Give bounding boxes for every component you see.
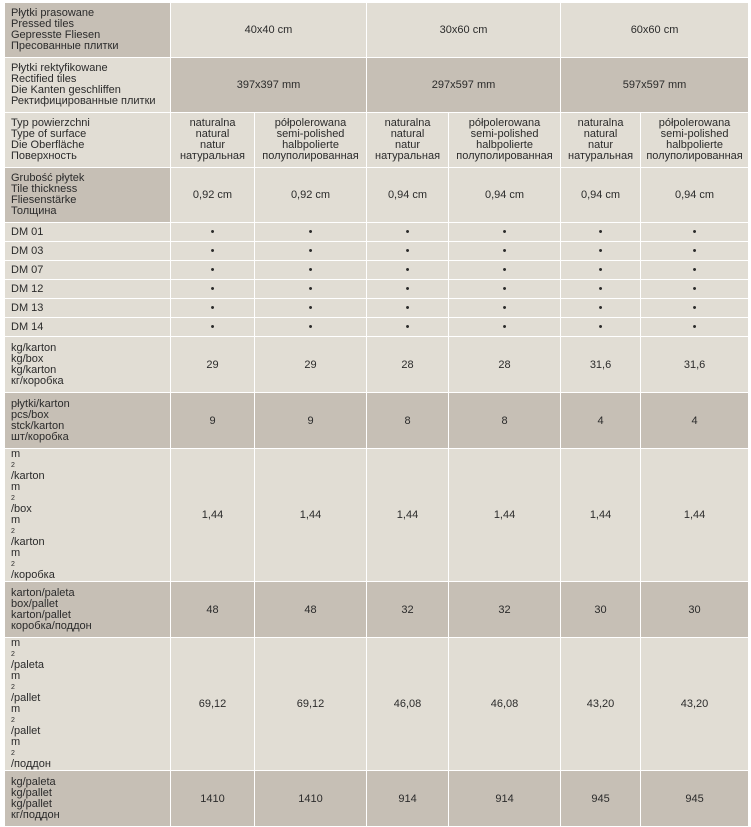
size-397x397: 397x397 mm bbox=[171, 58, 367, 113]
pcs-per-box-value: 8 bbox=[449, 393, 561, 449]
kg-per-box-value: 29 bbox=[255, 337, 367, 393]
box-per-pallet-value: 30 bbox=[641, 582, 749, 638]
availability-dot: • bbox=[641, 223, 749, 242]
availability-dot: • bbox=[171, 280, 255, 299]
availability-dot: • bbox=[449, 223, 561, 242]
pcs-per-box-value: 4 bbox=[641, 393, 749, 449]
kg-per-box-value: 29 bbox=[171, 337, 255, 393]
color-code: DM 07 bbox=[5, 261, 171, 280]
kg-per-pallet-value: 1410 bbox=[171, 771, 255, 827]
pressed-tiles-label: Płytki prasowane Pressed tiles Gepresste Fliesen Пресованные плитки bbox=[5, 3, 171, 58]
size-30x60: 30x60 cm bbox=[367, 3, 561, 58]
surface-natural: naturalna natural natur натуральная bbox=[171, 113, 255, 168]
kg-per-box-row bbox=[5, 337, 749, 393]
availability-dot: • bbox=[449, 299, 561, 318]
m2-per-pallet-label: m 2 /paleta m 2 /pallet m 2 /pallet m 2 /поддон bbox=[5, 638, 171, 771]
availability-dot: • bbox=[367, 242, 449, 261]
m2-per-box-value: 1,44 bbox=[449, 449, 561, 582]
m2-per-pallet-value: 69,12 bbox=[255, 638, 367, 771]
availability-dot: • bbox=[171, 261, 255, 280]
availability-dot: • bbox=[367, 280, 449, 299]
pcs-per-box-value: 9 bbox=[171, 393, 255, 449]
availability-dot: • bbox=[171, 223, 255, 242]
kg-per-pallet-label: kg/paleta kg/pallet kg/pallet кг/поддон bbox=[5, 771, 171, 827]
color-code: DM 13 bbox=[5, 299, 171, 318]
color-code: DM 12 bbox=[5, 280, 171, 299]
surface-semi-polished: półpolerowana semi-polished halbpolierte полуполированная bbox=[641, 113, 749, 168]
kg-per-box-value: 28 bbox=[367, 337, 449, 393]
availability-dot: • bbox=[367, 299, 449, 318]
pcs-per-box-value: 8 bbox=[367, 393, 449, 449]
color-code: DM 03 bbox=[5, 242, 171, 261]
surface-type-row bbox=[5, 113, 749, 168]
surface-semi-polished: półpolerowana semi-polished halbpolierte полуполированная bbox=[449, 113, 561, 168]
m2-per-pallet-value: 69,12 bbox=[171, 638, 255, 771]
availability-dot: • bbox=[561, 318, 641, 337]
availability-dot: • bbox=[255, 242, 367, 261]
pressed-tiles-row bbox=[5, 3, 749, 58]
thickness-value: 0,92 cm bbox=[171, 168, 255, 223]
pcs-per-box-row bbox=[5, 393, 749, 449]
availability-dot: • bbox=[255, 280, 367, 299]
thickness-label: Grubość płytek Tile thickness Fliesenstärke Толщина bbox=[5, 168, 171, 223]
availability-dot: • bbox=[641, 318, 749, 337]
availability-dot: • bbox=[367, 261, 449, 280]
thickness-value: 0,94 cm bbox=[641, 168, 749, 223]
box-per-pallet-value: 32 bbox=[449, 582, 561, 638]
m2-per-pallet-value: 46,08 bbox=[449, 638, 561, 771]
color-row bbox=[5, 299, 749, 318]
box-per-pallet-label: karton/paleta box/pallet karton/pallet коробка/поддон bbox=[5, 582, 171, 638]
kg-per-pallet-value: 914 bbox=[367, 771, 449, 827]
availability-dot: • bbox=[561, 299, 641, 318]
m2-per-pallet-value: 46,08 bbox=[367, 638, 449, 771]
surface-natural: naturalna natural natur натуральная bbox=[367, 113, 449, 168]
m2-per-box-value: 1,44 bbox=[171, 449, 255, 582]
availability-dot: • bbox=[255, 223, 367, 242]
availability-dot: • bbox=[561, 261, 641, 280]
m2-per-box-value: 1,44 bbox=[561, 449, 641, 582]
m2-per-box-value: 1,44 bbox=[255, 449, 367, 582]
pcs-per-box-value: 4 bbox=[561, 393, 641, 449]
rectified-tiles-row bbox=[5, 58, 749, 113]
availability-dot: • bbox=[449, 261, 561, 280]
color-row bbox=[5, 242, 749, 261]
kg-per-pallet-value: 945 bbox=[641, 771, 749, 827]
availability-dot: • bbox=[449, 242, 561, 261]
availability-dot: • bbox=[255, 318, 367, 337]
m2-per-box-row bbox=[5, 449, 749, 582]
availability-dot: • bbox=[641, 242, 749, 261]
tile-spec-table bbox=[4, 2, 749, 827]
thickness-value: 0,94 cm bbox=[367, 168, 449, 223]
m2-per-pallet-value: 43,20 bbox=[641, 638, 749, 771]
box-per-pallet-value: 48 bbox=[171, 582, 255, 638]
color-row bbox=[5, 318, 749, 337]
m2-per-pallet-value: 43,20 bbox=[561, 638, 641, 771]
availability-dot: • bbox=[561, 242, 641, 261]
kg-per-box-value: 31,6 bbox=[561, 337, 641, 393]
box-per-pallet-value: 32 bbox=[367, 582, 449, 638]
availability-dot: • bbox=[171, 242, 255, 261]
availability-dot: • bbox=[255, 261, 367, 280]
surface-natural: naturalna natural natur натуральная bbox=[561, 113, 641, 168]
pcs-per-box-value: 9 bbox=[255, 393, 367, 449]
kg-per-box-label: kg/karton kg/box kg/karton кг/коробка bbox=[5, 337, 171, 393]
color-code: DM 14 bbox=[5, 318, 171, 337]
size-297x597: 297x597 mm bbox=[367, 58, 561, 113]
availability-dot: • bbox=[641, 261, 749, 280]
m2-per-box-value: 1,44 bbox=[367, 449, 449, 582]
size-40x40: 40x40 cm bbox=[171, 3, 367, 58]
box-per-pallet-value: 48 bbox=[255, 582, 367, 638]
box-per-pallet-row bbox=[5, 582, 749, 638]
m2-per-pallet-row bbox=[5, 638, 749, 771]
kg-per-pallet-row bbox=[5, 771, 749, 827]
availability-dot: • bbox=[561, 223, 641, 242]
thickness-value: 0,92 cm bbox=[255, 168, 367, 223]
thickness-value: 0,94 cm bbox=[561, 168, 641, 223]
size-60x60: 60x60 cm bbox=[561, 3, 749, 58]
kg-per-pallet-value: 914 bbox=[449, 771, 561, 827]
kg-per-pallet-value: 945 bbox=[561, 771, 641, 827]
availability-dot: • bbox=[367, 318, 449, 337]
size-597x597: 597x597 mm bbox=[561, 58, 749, 113]
color-row bbox=[5, 261, 749, 280]
surface-type-label: Typ powierzchni Type of surface Die Oberfläche Поверхность bbox=[5, 113, 171, 168]
availability-dot: • bbox=[561, 280, 641, 299]
box-per-pallet-value: 30 bbox=[561, 582, 641, 638]
thickness-value: 0,94 cm bbox=[449, 168, 561, 223]
availability-dot: • bbox=[255, 299, 367, 318]
kg-per-box-value: 28 bbox=[449, 337, 561, 393]
surface-semi-polished: półpolerowana semi-polished halbpolierte полуполированная bbox=[255, 113, 367, 168]
thickness-row bbox=[5, 168, 749, 223]
availability-dot: • bbox=[641, 299, 749, 318]
color-code: DM 01 bbox=[5, 223, 171, 242]
availability-dot: • bbox=[171, 299, 255, 318]
availability-dot: • bbox=[641, 280, 749, 299]
availability-dot: • bbox=[449, 280, 561, 299]
rectified-tiles-label: Płytki rektyfikowane Rectified tiles Die Kanten geschliffen Ректифицированные плитки bbox=[5, 58, 171, 113]
availability-dot: • bbox=[171, 318, 255, 337]
kg-per-box-value: 31,6 bbox=[641, 337, 749, 393]
availability-dot: • bbox=[449, 318, 561, 337]
kg-per-pallet-value: 1410 bbox=[255, 771, 367, 827]
color-row bbox=[5, 280, 749, 299]
availability-dot: • bbox=[367, 223, 449, 242]
m2-per-box-label: m 2 /karton m 2 /box m 2 /karton m 2 /коробка bbox=[5, 449, 171, 582]
color-row bbox=[5, 223, 749, 242]
pcs-per-box-label: płytki/karton pcs/box stck/karton шт/коробка bbox=[5, 393, 171, 449]
m2-per-box-value: 1,44 bbox=[641, 449, 749, 582]
